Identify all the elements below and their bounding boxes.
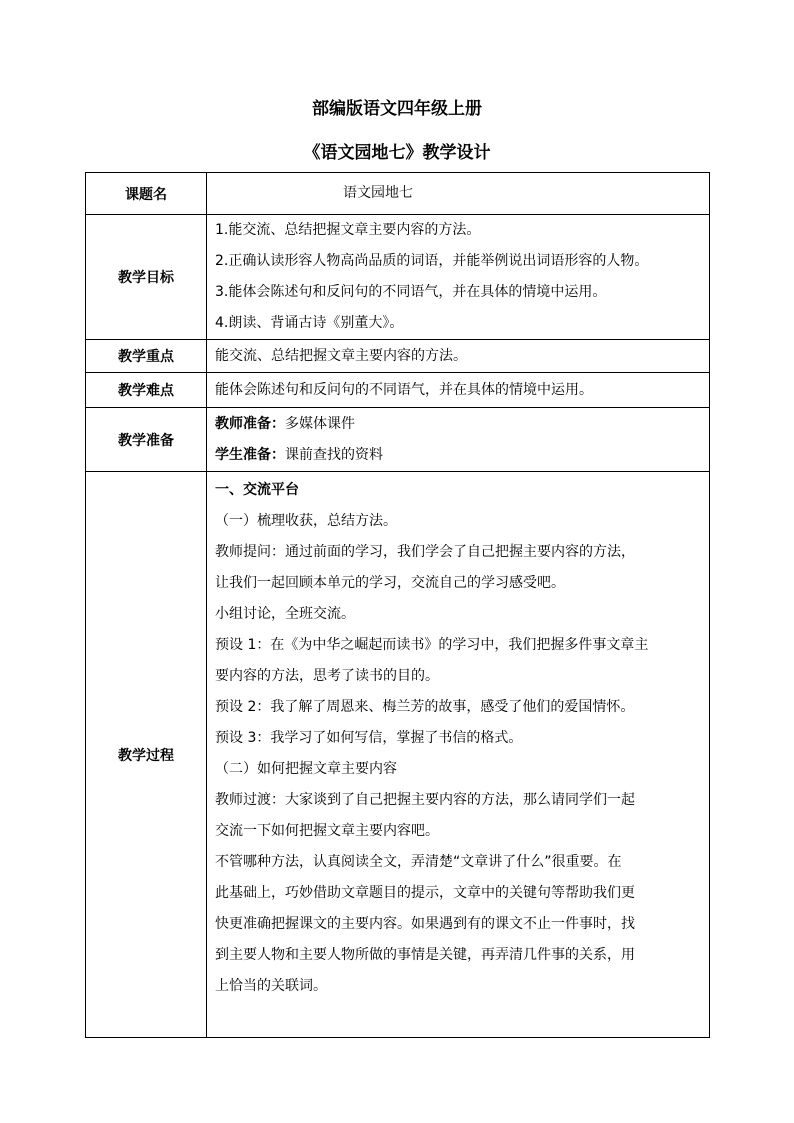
- process-line: 预设 2：我了解了周恩来、梅兰芳的故事，感受了他们的爱国情怀。: [215, 699, 635, 715]
- goal-item: 2.正确认读形容人物高尚品质的词语，并能举例说出词语形容的人物。: [215, 253, 649, 269]
- difficulties-label: 教学难点: [86, 373, 207, 408]
- process-line: 交流一下如何把握文章主要内容吧。: [215, 823, 439, 839]
- goal-item: 1.能交流、总结把握文章主要内容的方法。: [215, 222, 481, 238]
- process-line: （二）如何把握文章主要内容: [215, 761, 397, 777]
- process-line: （一）梳理收获，总结方法。: [215, 513, 397, 529]
- key-points-label: 教学重点: [86, 340, 207, 373]
- process-line: 预设 1：在《为中华之崛起而读书》的学习中，我们把握多件事文章主: [215, 637, 649, 653]
- row-goals: [86, 215, 710, 340]
- topic-label: 课题名: [86, 173, 207, 215]
- topic-value: 语文园地七: [343, 185, 413, 201]
- goal-item: 3.能体会陈述句和反问句的不同语气，并在具体的情境中运用。: [215, 284, 607, 300]
- student-preparation-value: 课前查找的资料: [285, 446, 383, 463]
- goal-item: 4.朗读、背诵古诗《别董大》。: [215, 315, 404, 331]
- key-points-value: 能交流、总结把握文章主要内容的方法。: [215, 347, 467, 364]
- process-line: 让我们一起回顾本单元的学习，交流自己的学习感受吧。: [215, 575, 565, 591]
- process-label: 教学过程: [86, 472, 207, 1038]
- document-title-line1: 部编版语文四年级上册: [312, 99, 482, 119]
- student-preparation-label: 学生准备：: [215, 446, 285, 463]
- process-heading: 一、交流平台: [215, 482, 299, 498]
- process-line: 小组讨论，全班交流。: [215, 606, 355, 622]
- row-process: [86, 472, 710, 1038]
- process-line: 快更准确把握课文的主要内容。如果遇到有的课文不止一件事时，找: [215, 916, 635, 932]
- process-line: 教师提问：通过前面的学习，我们学会了自己把握主要内容的方法，: [215, 544, 635, 560]
- process-line: 要内容的方法，思考了读书的目的。: [215, 668, 439, 684]
- process-line: 此基础上，巧妙借助文章题目的提示，文章中的关键句等帮助我们更: [215, 885, 635, 901]
- process-line: 不管哪种方法，认真阅读全文，弄清楚“文章讲了什么”很重要。在: [215, 854, 622, 870]
- process-line: 教师过渡：大家谈到了自己把握主要内容的方法，那么请同学们一起: [215, 792, 635, 808]
- preparation-label: 教学准备: [86, 408, 207, 472]
- row-topic: [86, 173, 710, 215]
- lesson-plan-table: [85, 172, 710, 1038]
- process-line: 预设 3：我学习了如何写信，掌握了书信的格式。: [215, 730, 523, 746]
- student-preparation: [215, 440, 703, 471]
- goals-label: 教学目标: [86, 215, 207, 340]
- teacher-preparation-label: 教师准备：: [215, 415, 285, 432]
- teacher-preparation-value: 多媒体课件: [285, 415, 355, 432]
- difficulties-value: 能体会陈述句和反问句的不同语气，并在具体的情境中运用。: [215, 381, 593, 398]
- row-preparation: [86, 408, 710, 472]
- row-key-points: [86, 340, 710, 373]
- row-difficulties: [86, 373, 710, 408]
- process-line: 到主要人物和主要人物所做的事情是关键，再弄清几件事的关系，用: [215, 947, 635, 963]
- teacher-preparation: [215, 409, 703, 440]
- document-title-line2: 《语文园地七》教学设计: [303, 143, 491, 163]
- process-line: 上恰当的关联词。: [215, 978, 327, 994]
